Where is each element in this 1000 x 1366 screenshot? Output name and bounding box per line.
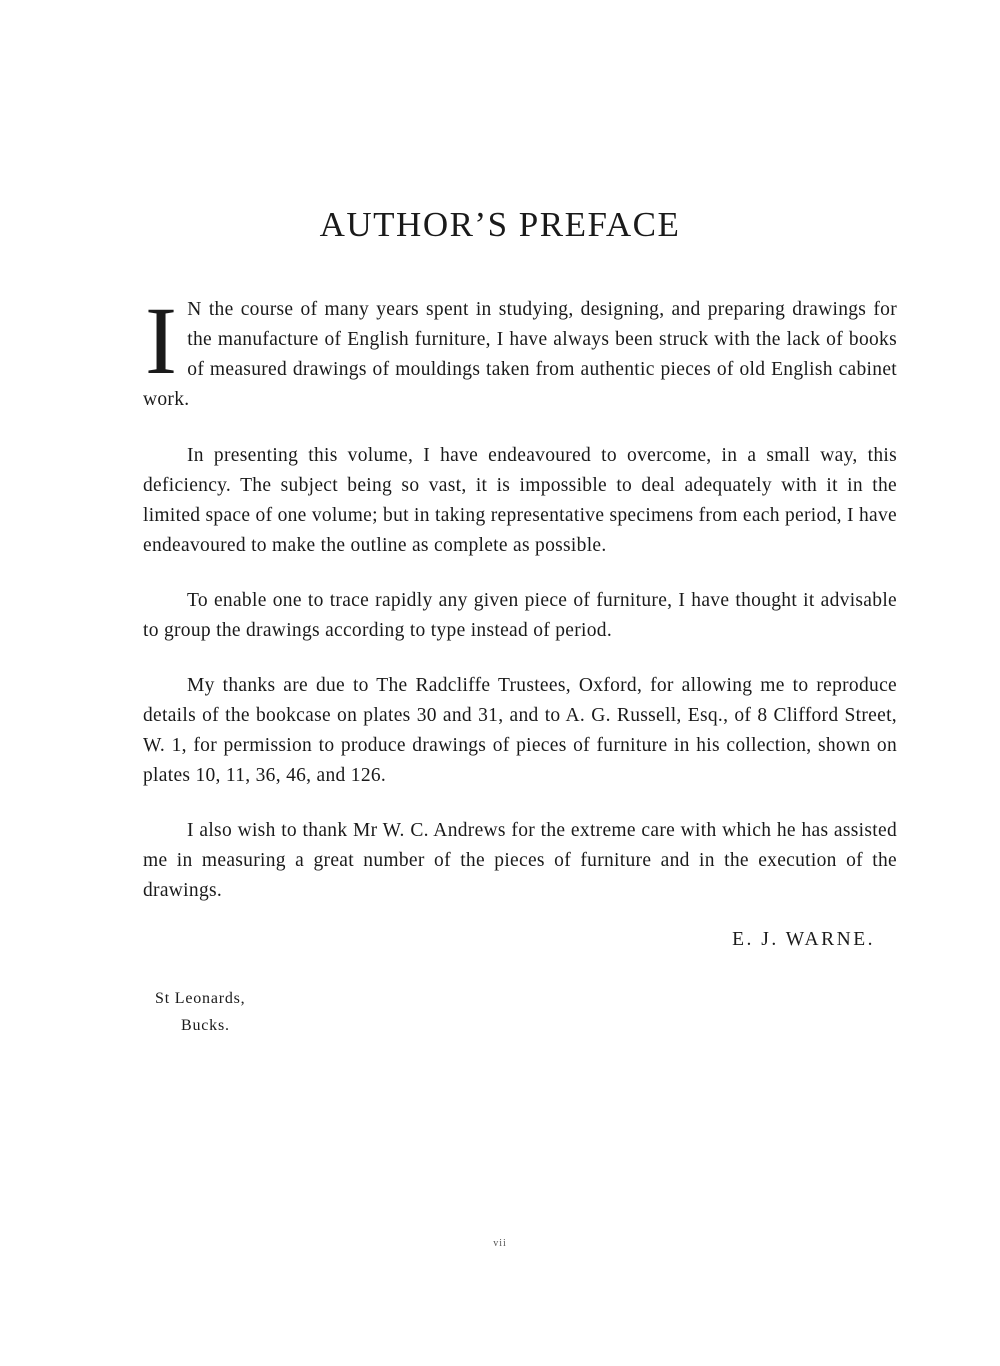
paragraph-1: [143, 287, 897, 415]
drop-cap: I: [145, 287, 178, 394]
author-address: [155, 985, 245, 1039]
author-signature: E. J. WARNE.: [732, 929, 875, 950]
paragraph-3: To enable one to trace rapidly any given piece of furniture, I have thought it advisable to group the drawings according to type instead of period.: [143, 590, 897, 641]
paragraph-2: In presenting this volume, I have endeavoured to overcome, in a small way, this deficiency. The subject being so vast, it is impossible to deal adequately with it in the limited space of one volume; but in taking representative specimens from each period, I have endeavoured to make the outline as complete as possible.: [143, 445, 897, 556]
address-line-2: Bucks.: [181, 1017, 230, 1034]
address-line-1: St Leonards,: [155, 990, 246, 1007]
page-title: AUTHOR’S PREFACE: [319, 205, 681, 244]
paragraph-4: My thanks are due to The Radcliffe Trustees, Oxford, for allowing me to reproduce details of the bookcase on plates 30 and 31, and to A. G. Russell, Esq., of 8 Clifford Street, W. 1, for permission to produce drawings of pieces of furniture in his collection, shown on plates 10, 11, 36, 46, and 126.: [143, 675, 897, 786]
preface-body: [143, 287, 897, 951]
paragraph-1-text: N the course of many years spent in studying, designing, and preparing drawings for the manufacture of English furniture, I have always been struck with the lack of books of measured drawings of mouldings taken from authentic pieces of old English cabinet work.: [143, 299, 897, 410]
page-number: vii: [493, 1238, 507, 1249]
paragraph-5: I also wish to thank Mr W. C. Andrews for the extreme care with which he has assisted me in measuring a great number of the pieces of furniture and in the execution of the drawings.: [143, 820, 897, 901]
